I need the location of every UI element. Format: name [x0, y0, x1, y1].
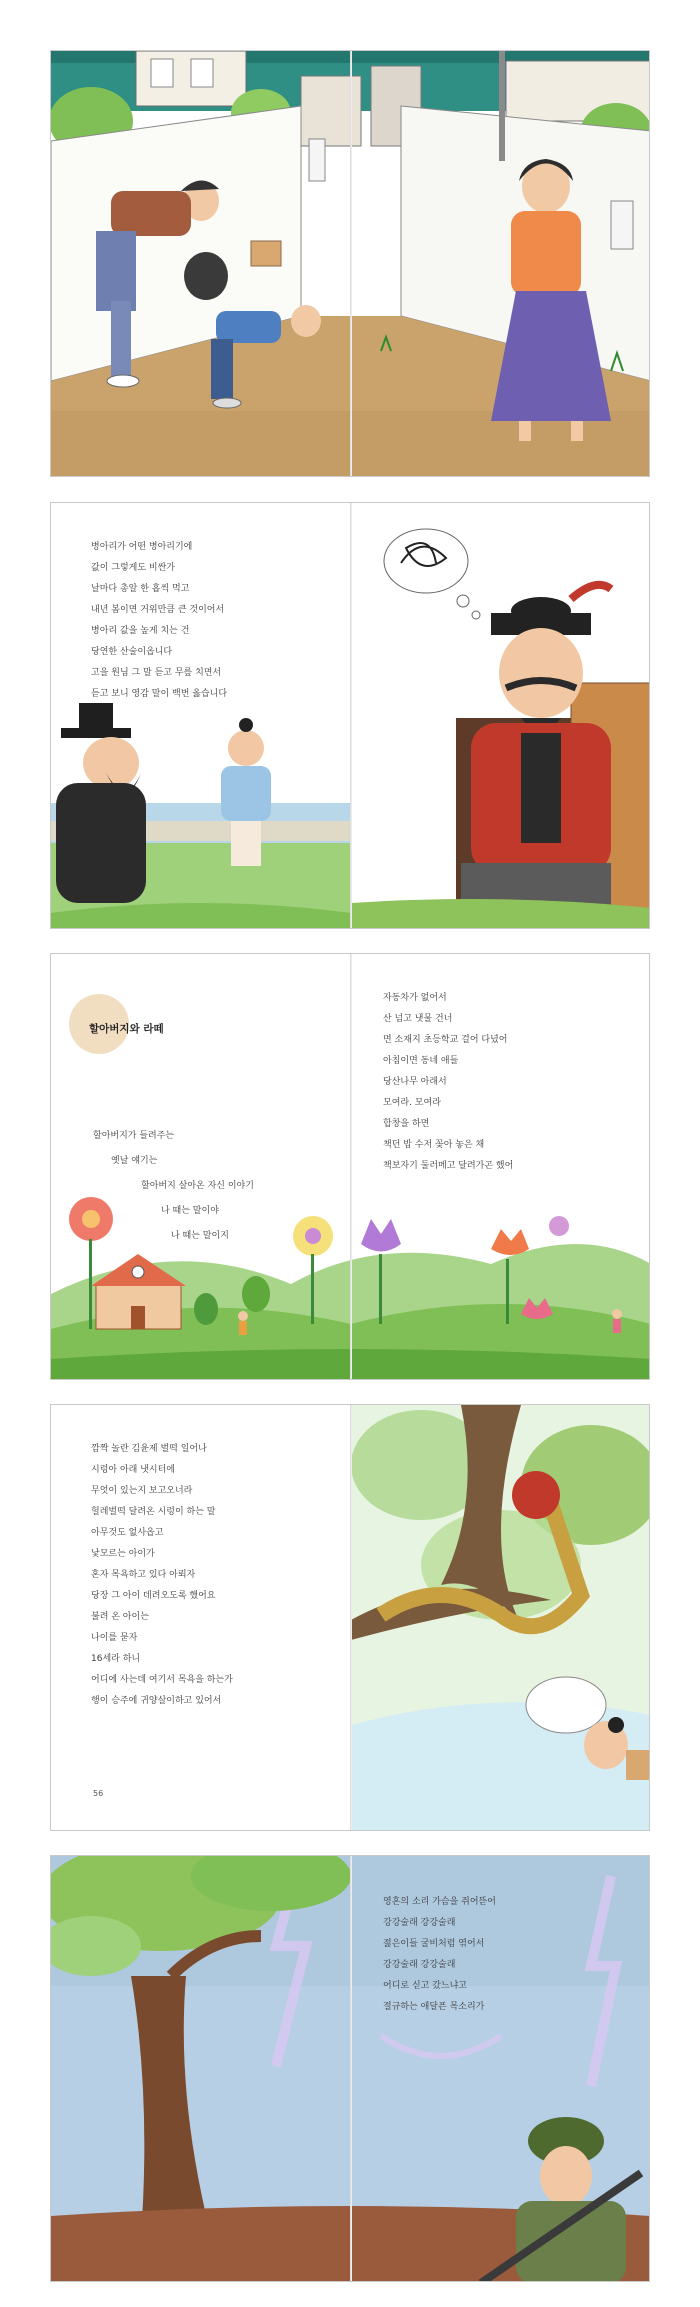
lament-line: 어디로 싣고 갔느냐고	[383, 1981, 467, 1991]
poem-line: 병아리 값을 높게 치는 건	[91, 626, 190, 636]
lament-text	[383, 1898, 496, 2012]
poem-line: 병아리가 어떤 병아리기에	[91, 542, 193, 552]
story-line: 16세라 하니	[91, 1654, 141, 1664]
poem-line: 당산나무 아래서	[383, 1077, 447, 1087]
poem-line: 책던 밥 수저 꽂아 놓은 채	[383, 1140, 485, 1150]
page-gutter	[350, 1405, 352, 1830]
lament-line: 강강술래 강강술래	[383, 1960, 456, 1970]
page-number: 56	[93, 1789, 104, 1798]
poem-text	[91, 543, 227, 699]
story-line: 무엇이 있는지 보고오너라	[91, 1486, 193, 1496]
lament-line: 영혼의 소리 가슴을 쥐어뜯어	[383, 1897, 496, 1907]
story-line: 시렁아 아래 냇시터에	[91, 1465, 175, 1475]
spread-grandfather-latte	[50, 953, 650, 1380]
spread-dragon-dream	[50, 1404, 650, 1831]
poem-line: 내년 봄이면 거위만큼 큰 것이어서	[91, 605, 225, 615]
poem-line: 당연한 산술이옵니다	[91, 647, 173, 657]
story-line: 행이 승주에 귀양살이하고 있어서	[91, 1696, 222, 1706]
poem-line: 할아버지 살아온 자신 이야기	[141, 1181, 254, 1191]
page-gutter	[350, 51, 352, 476]
poem-line: 값이 그렇게도 비싼가	[91, 563, 175, 573]
chapter-title: 할아버지와 라떼	[89, 1023, 164, 1035]
story-line: 당장 그 아이 데려오도록 했어요	[91, 1591, 216, 1601]
poem-line: 날마다 총알 한 홉씩 먹고	[91, 584, 190, 594]
lament-line: 절규하는 애달픈 목소리가	[383, 2002, 485, 2012]
story-line: 깜짝 놀란 김윤제 벌떡 일어나	[91, 1444, 207, 1454]
story-line: 헐레벌떡 달려온 시렁이 하는 말	[91, 1507, 216, 1517]
poem-line: 산 넘고 냇물 건너	[383, 1014, 453, 1024]
poem-line: 면 소재지 초등학교 걸어 다녔어	[383, 1035, 508, 1045]
lament-line: 강강술래 강강술래	[383, 1918, 456, 1928]
poem-line: 옛날 얘기는	[111, 1156, 158, 1166]
page-gutter	[350, 503, 352, 928]
spread-street-scene	[50, 50, 650, 477]
page-gutter	[350, 1856, 352, 2281]
right-poem-text	[383, 994, 513, 1171]
story-line: 아무것도 없사옵고	[91, 1528, 164, 1538]
story-line: 나이를 묻자	[91, 1633, 138, 1643]
page-gutter	[350, 954, 352, 1379]
story-line: 혼자 목욕하고 있다 아뢰자	[91, 1570, 196, 1580]
poem-line: 모여라. 모여라	[383, 1098, 441, 1108]
poem-line: 합창을 하면	[383, 1119, 430, 1129]
poem-line: 듣고 보니 영감 말이 백번 옳습니다	[91, 689, 228, 699]
poem-line: 자동차가 없어서	[383, 993, 447, 1003]
poem-line: 고을 원님 그 말 듣고 무릎 치면서	[91, 668, 222, 678]
story-line: 어디에 사는데 여기서 목욕을 하는가	[91, 1675, 233, 1685]
story-line: 불려 온 아이는	[91, 1612, 149, 1622]
poem-line: 책보자기 둘러메고 달려가곤 했어	[383, 1161, 514, 1171]
poem-line: 나 때는 말이지	[171, 1231, 229, 1241]
left-poem-text	[93, 1132, 254, 1241]
spread-soldier-lament	[50, 1855, 650, 2282]
story-line: 낯모르는 아이가	[91, 1549, 155, 1559]
poem-line: 나 때는 말이야	[161, 1206, 219, 1216]
poem-line: 아침이면 동네 애들	[383, 1056, 459, 1066]
story-text	[91, 1445, 233, 1706]
spread-official-poem	[50, 502, 650, 929]
lament-line: 젊은이들 굴비처럼 엮어서	[383, 1939, 485, 1949]
poem-line: 할아버지가 들려주는	[93, 1131, 175, 1141]
